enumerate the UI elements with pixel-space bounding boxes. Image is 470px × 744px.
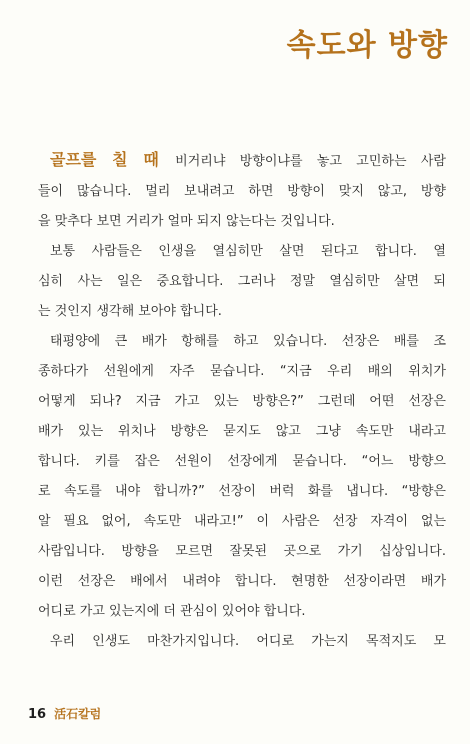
text-line-content: 비거리냐 방향이냐를 놓고 고민하는 사람	[160, 154, 446, 169]
text-line: 보통 사람들은 인생을 열심히만 살면 된다고 합니다. 열	[50, 244, 446, 259]
text-line: 사람입니다. 방향을 모르면 잘못된 곳으로 가기 십상입니다.	[38, 544, 446, 559]
page-footer	[28, 705, 101, 722]
text-line: 합니다. 키를 잡은 선원이 선장에게 묻습니다. “어느 방향으	[38, 454, 446, 469]
text-line: 을 맞추다 보면 거리가 얼마 되지 않는다는 것입니다.	[38, 214, 335, 229]
text-line: 우리 인생도 마찬가지입니다. 어디로 가는지 목적지도 모	[50, 634, 446, 649]
text-line: 알 필요 없어, 속도만 내라고!” 이 사람은 선장 자격이 없는	[38, 514, 446, 529]
text-line: 배가 있는 위치나 방향은 묻지도 않고 그냥 속도만 내라고	[38, 424, 446, 439]
text-line: 들이 많습니다. 멀리 보내려고 하면 방향이 맞지 않고, 방향	[38, 184, 446, 199]
lead-phrase: 골프를 칠 때	[50, 150, 159, 169]
text-line: 는 것인지 생각해 보아야 합니다.	[38, 304, 222, 319]
text-line: 어디로 가고 있는지에 더 관심이 있어야 합니다.	[38, 604, 306, 619]
series-name: 活石칼럼	[54, 707, 102, 721]
text-line: 어떻게 되나? 지금 가고 있는 방향은?” 그런데 어떤 선장은	[38, 394, 446, 409]
page-title: 속도와 방향	[286, 28, 448, 63]
text-line: 종하다가 선원에게 자주 묻습니다. “지금 우리 배의 위치가	[38, 364, 446, 379]
text-line	[38, 145, 446, 177]
page-number: 16	[28, 707, 47, 722]
text-line: 이런 선장은 배에서 내려야 합니다. 현명한 선장이라면 배가	[38, 574, 446, 589]
article-body	[38, 145, 446, 657]
text-line: 심히 사는 일은 중요합니다. 그러나 정말 열심히만 살면 되	[38, 274, 446, 289]
text-line: 태평양에 큰 배가 항해를 하고 있습니다. 선장은 배를 조	[50, 334, 446, 349]
text-line: 로 속도를 내야 합니까?” 선장이 버럭 화를 냅니다. “방향은	[38, 484, 446, 499]
